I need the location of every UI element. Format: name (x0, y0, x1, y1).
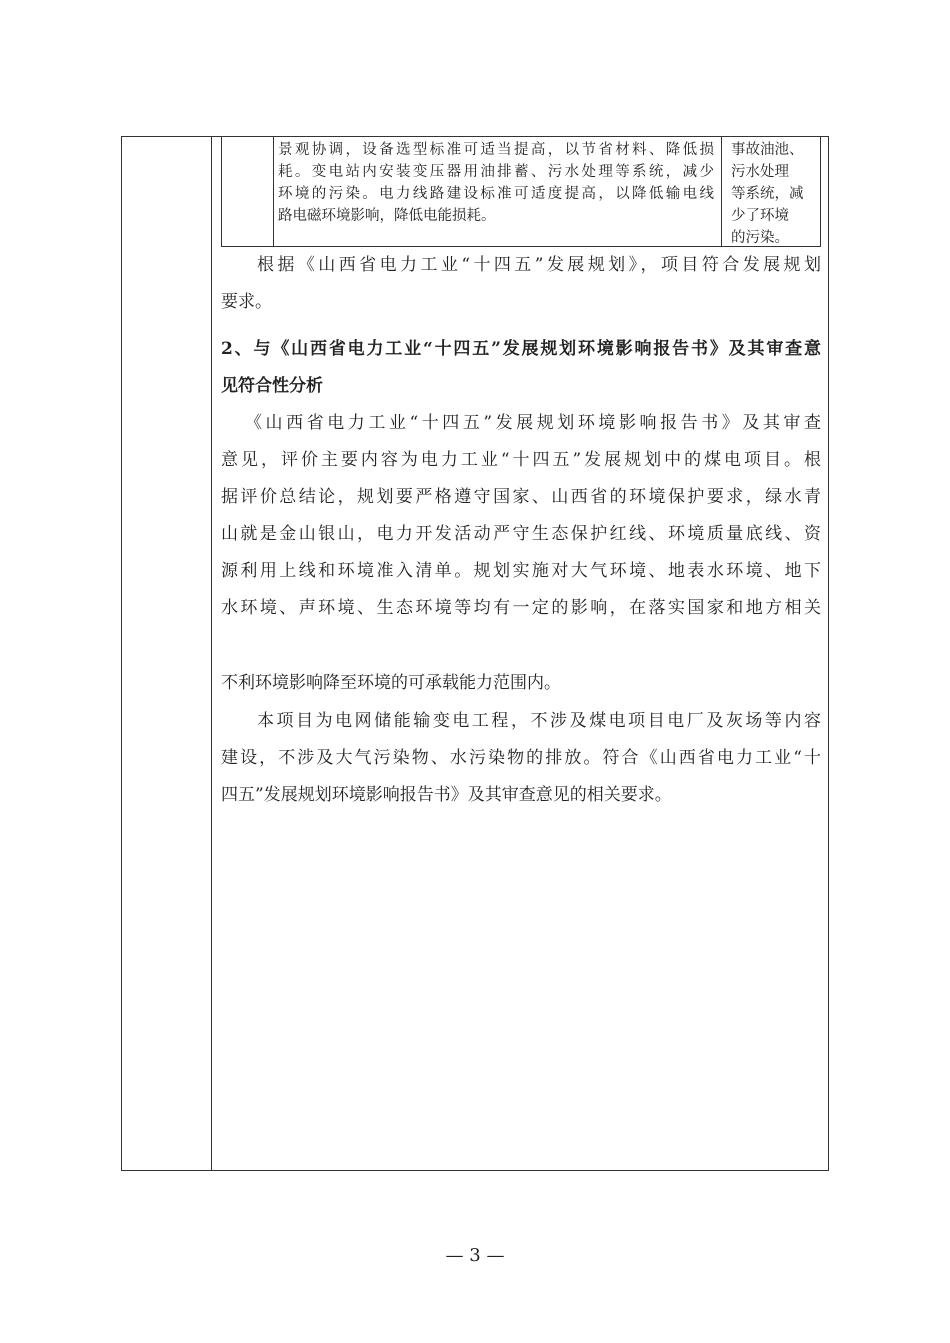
page-number: — 3 — (445, 1245, 505, 1266)
table-cell-right-line: 少了环境 (731, 208, 789, 224)
paragraph-line: 不利环境影响降至环境的可承载能力范围内。 (221, 673, 561, 693)
paragraph-line: 根据《山西省电力工业“十四五”发展规划》，项目符合发展规划 (257, 255, 821, 275)
table-cell-right-line: 污水处理 (731, 164, 789, 180)
section-heading: 见符合性分析 (221, 376, 323, 396)
table-cell-line: 耗。变电站内安装变压器用油排蓄、污水处理等系统，减少 (278, 164, 714, 180)
paragraph-line: 要求。 (221, 292, 272, 312)
paragraph-line: 山就是金山银山，电力开发活动严守生态保护红线、环境质量底线、资 (221, 524, 821, 544)
paragraph-line: 《山西省电力工业“十四五”发展规划环境影响报告书》及其审查 (245, 413, 821, 433)
table-cell-right-line: 的污染。 (731, 230, 789, 246)
column-divider (211, 136, 212, 1171)
paragraph-line: 四五”发展规划环境影响报告书》及其审查意见的相关要求。 (221, 785, 672, 805)
table-cell-right-line: 等系统，减 (731, 186, 804, 202)
paragraph-line: 水环境、声环境、生态环境等均有一定的影响，在落实国家和地方相关 (221, 598, 821, 618)
paragraph-line: 本项目为电网储能输变电工程，不涉及煤电项目电厂及灰场等内容 (257, 711, 821, 731)
table-cell-line: 路电磁环境影响，降低电能损耗。 (278, 208, 496, 224)
table-cell-line: 景观协调，设备选型标准可适当提高，以节省材料、降低损 (278, 142, 714, 158)
paragraph-line: 意见，评价主要内容为电力工业“十四五”发展规划中的煤电项目。根 (221, 450, 821, 470)
table-cell-line: 环境的污染。电力线路建设标准可适度提高，以降低输电线 (278, 186, 714, 202)
table-cell-right-line: 事故油池、 (731, 142, 804, 158)
paragraph-line: 据评价总结论，规划要严格遵守国家、山西省的环境保护要求，绿水青 (221, 487, 821, 507)
section-heading: 2、与《山西省电力工业“十四五”发展规划环境影响报告书》及其审查意 (221, 339, 821, 359)
paragraph-line: 源利用上线和环境准入清单。规划实施对大气环境、地表水环境、地下 (221, 561, 821, 581)
paragraph-line: 建设，不涉及大气污染物、水污染物的排放。符合《山西省电力工业“十 (221, 748, 821, 768)
